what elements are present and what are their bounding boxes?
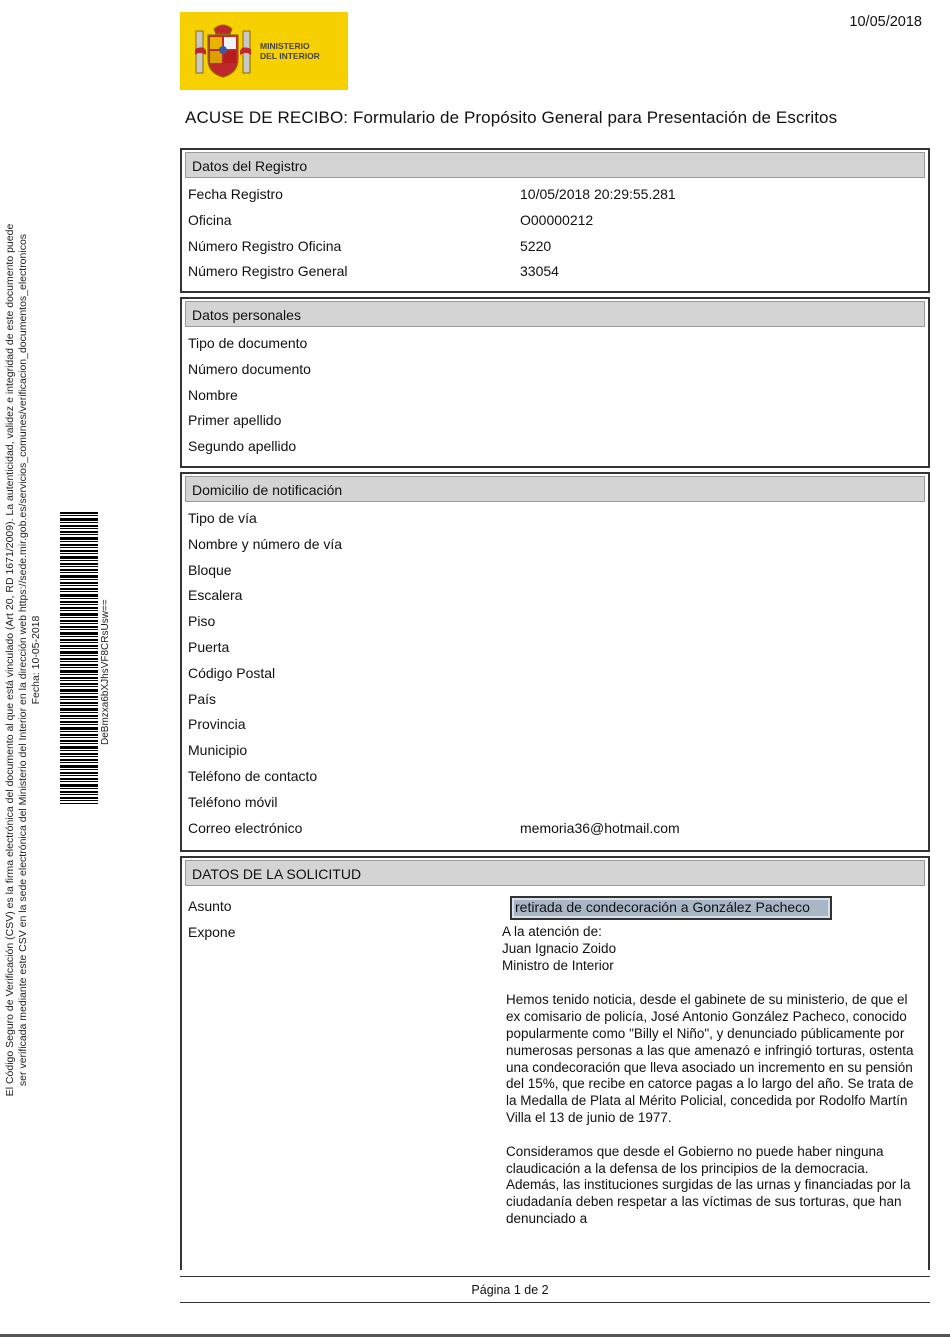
csv-verification-text (4, 120, 43, 1200)
expone-text (502, 924, 914, 1245)
field-row: Nombre (188, 386, 238, 403)
paragraph-1: Hemos tenido noticia, desde el gabinete de su ministerio, de que el ex comisario de policía, José Antonio González Pacheco, conocido popularmente como "Billy el Niño", y denunciado públicamente por numerosas personas a las que amenazó e infringió torturas, ostenta una condecoración que lleva asociado un incremento en su pensión del 15%, que recibe en catorce pagas a lo largo del año. Se trata de la Medalla de Plata al Mérito Policial, concedida por Rodolfo Martín Villa el 13 de junio de 1977. (506, 992, 914, 1125)
footer-divider-top (180, 1276, 930, 1277)
paragraph-2: Consideramos que desde el Gobierno no puede haber ninguna claudicación a la defensa de los principios de la democracia. Además, las instituciones surgidas de las urnas y financiadas por la ciudadanía deben respetar a las víctimas de sus torturas, que han denunciado a (506, 1143, 911, 1226)
expone-row (182, 924, 928, 1245)
section-personales (180, 297, 930, 468)
field-row: Número documento (188, 360, 311, 377)
field-row: Provincia (188, 716, 246, 733)
document-date: 10/05/2018 (849, 14, 922, 30)
field-row: Piso (188, 613, 216, 630)
field-row: Fecha Registro 10/05/2018 20:29:55.281 (188, 186, 676, 202)
field-row: Escalera (188, 587, 243, 604)
csv-code: DeBmzxa6bXJhsVF8CRsUsw== (100, 599, 111, 745)
asunto-row (182, 892, 928, 920)
csv-line-1: El Código Seguro de Verificación (CSV) es la firma electrónica del documento al que está vinculado (Art 20, RD 1671/2009). La autenticidad, validez e integridad de este documento puede (4, 223, 16, 1097)
field-row: Correo electrónico memoria36@hotmail.com (188, 820, 922, 846)
csv-date: Fecha: 10-05-2018 (30, 615, 42, 705)
field-row: Puerta (188, 638, 230, 655)
section-heading: DATOS DE LA SOLICITUD (185, 860, 925, 886)
ministry-logo (180, 12, 348, 90)
field-row: Tipo de documento (188, 335, 308, 351)
field-row: Número Registro Oficina 5220 (188, 237, 552, 254)
field-row: Tipo de vía (188, 510, 257, 526)
logo-text: MINISTERIO DEL INTERIOR (260, 41, 320, 61)
field-row: Código Postal (188, 664, 276, 681)
recipient-block: A la atención de: Juan Ignacio Zoido Ministro de Interior (502, 924, 617, 973)
page-title: ACUSE DE RECIBO: Formulario de Propósito General para Presentación de Escritos (185, 108, 838, 127)
field-row: Bloque (188, 561, 232, 578)
field-row: Teléfono móvil (188, 793, 278, 810)
coat-of-arms-icon (194, 21, 252, 81)
expone-label: Expone (188, 924, 236, 940)
email-value: memoria36@hotmail.com (520, 819, 680, 836)
footer-divider-bottom (180, 1302, 930, 1303)
section-solicitud (180, 856, 930, 1270)
section-heading: Datos personales (185, 301, 925, 327)
csv-line-2: ser verificada mediante este CSV en la sede electrónica del Ministerio del Interior en la dirección web https://sede.mir.gob.es/servicios_comunes/verificacion_documentos_electronicos (17, 233, 29, 1087)
field-row: Municipio (188, 742, 248, 759)
field-row: Nombre y número de vía (188, 535, 343, 552)
field-row: Número Registro General 33054 (188, 263, 559, 280)
field-row: Oficina O00000212 (188, 211, 594, 228)
field-row: Segundo apellido (188, 438, 297, 455)
csv-barcode (60, 512, 98, 804)
section-registro (180, 148, 930, 293)
field-row: Teléfono de contacto (188, 767, 318, 784)
asunto-value-highlighted[interactable]: retirada de condecoración a González Pacheco (510, 896, 832, 920)
field-row: Primer apellido (188, 412, 282, 429)
asunto-label: Asunto (188, 898, 232, 914)
section-heading: Domicilio de notificación (185, 476, 925, 502)
page-number: Página 1 de 2 (471, 1283, 549, 1297)
section-heading: Datos del Registro (185, 152, 925, 178)
field-row: País (188, 690, 217, 707)
section-domicilio (180, 472, 930, 852)
